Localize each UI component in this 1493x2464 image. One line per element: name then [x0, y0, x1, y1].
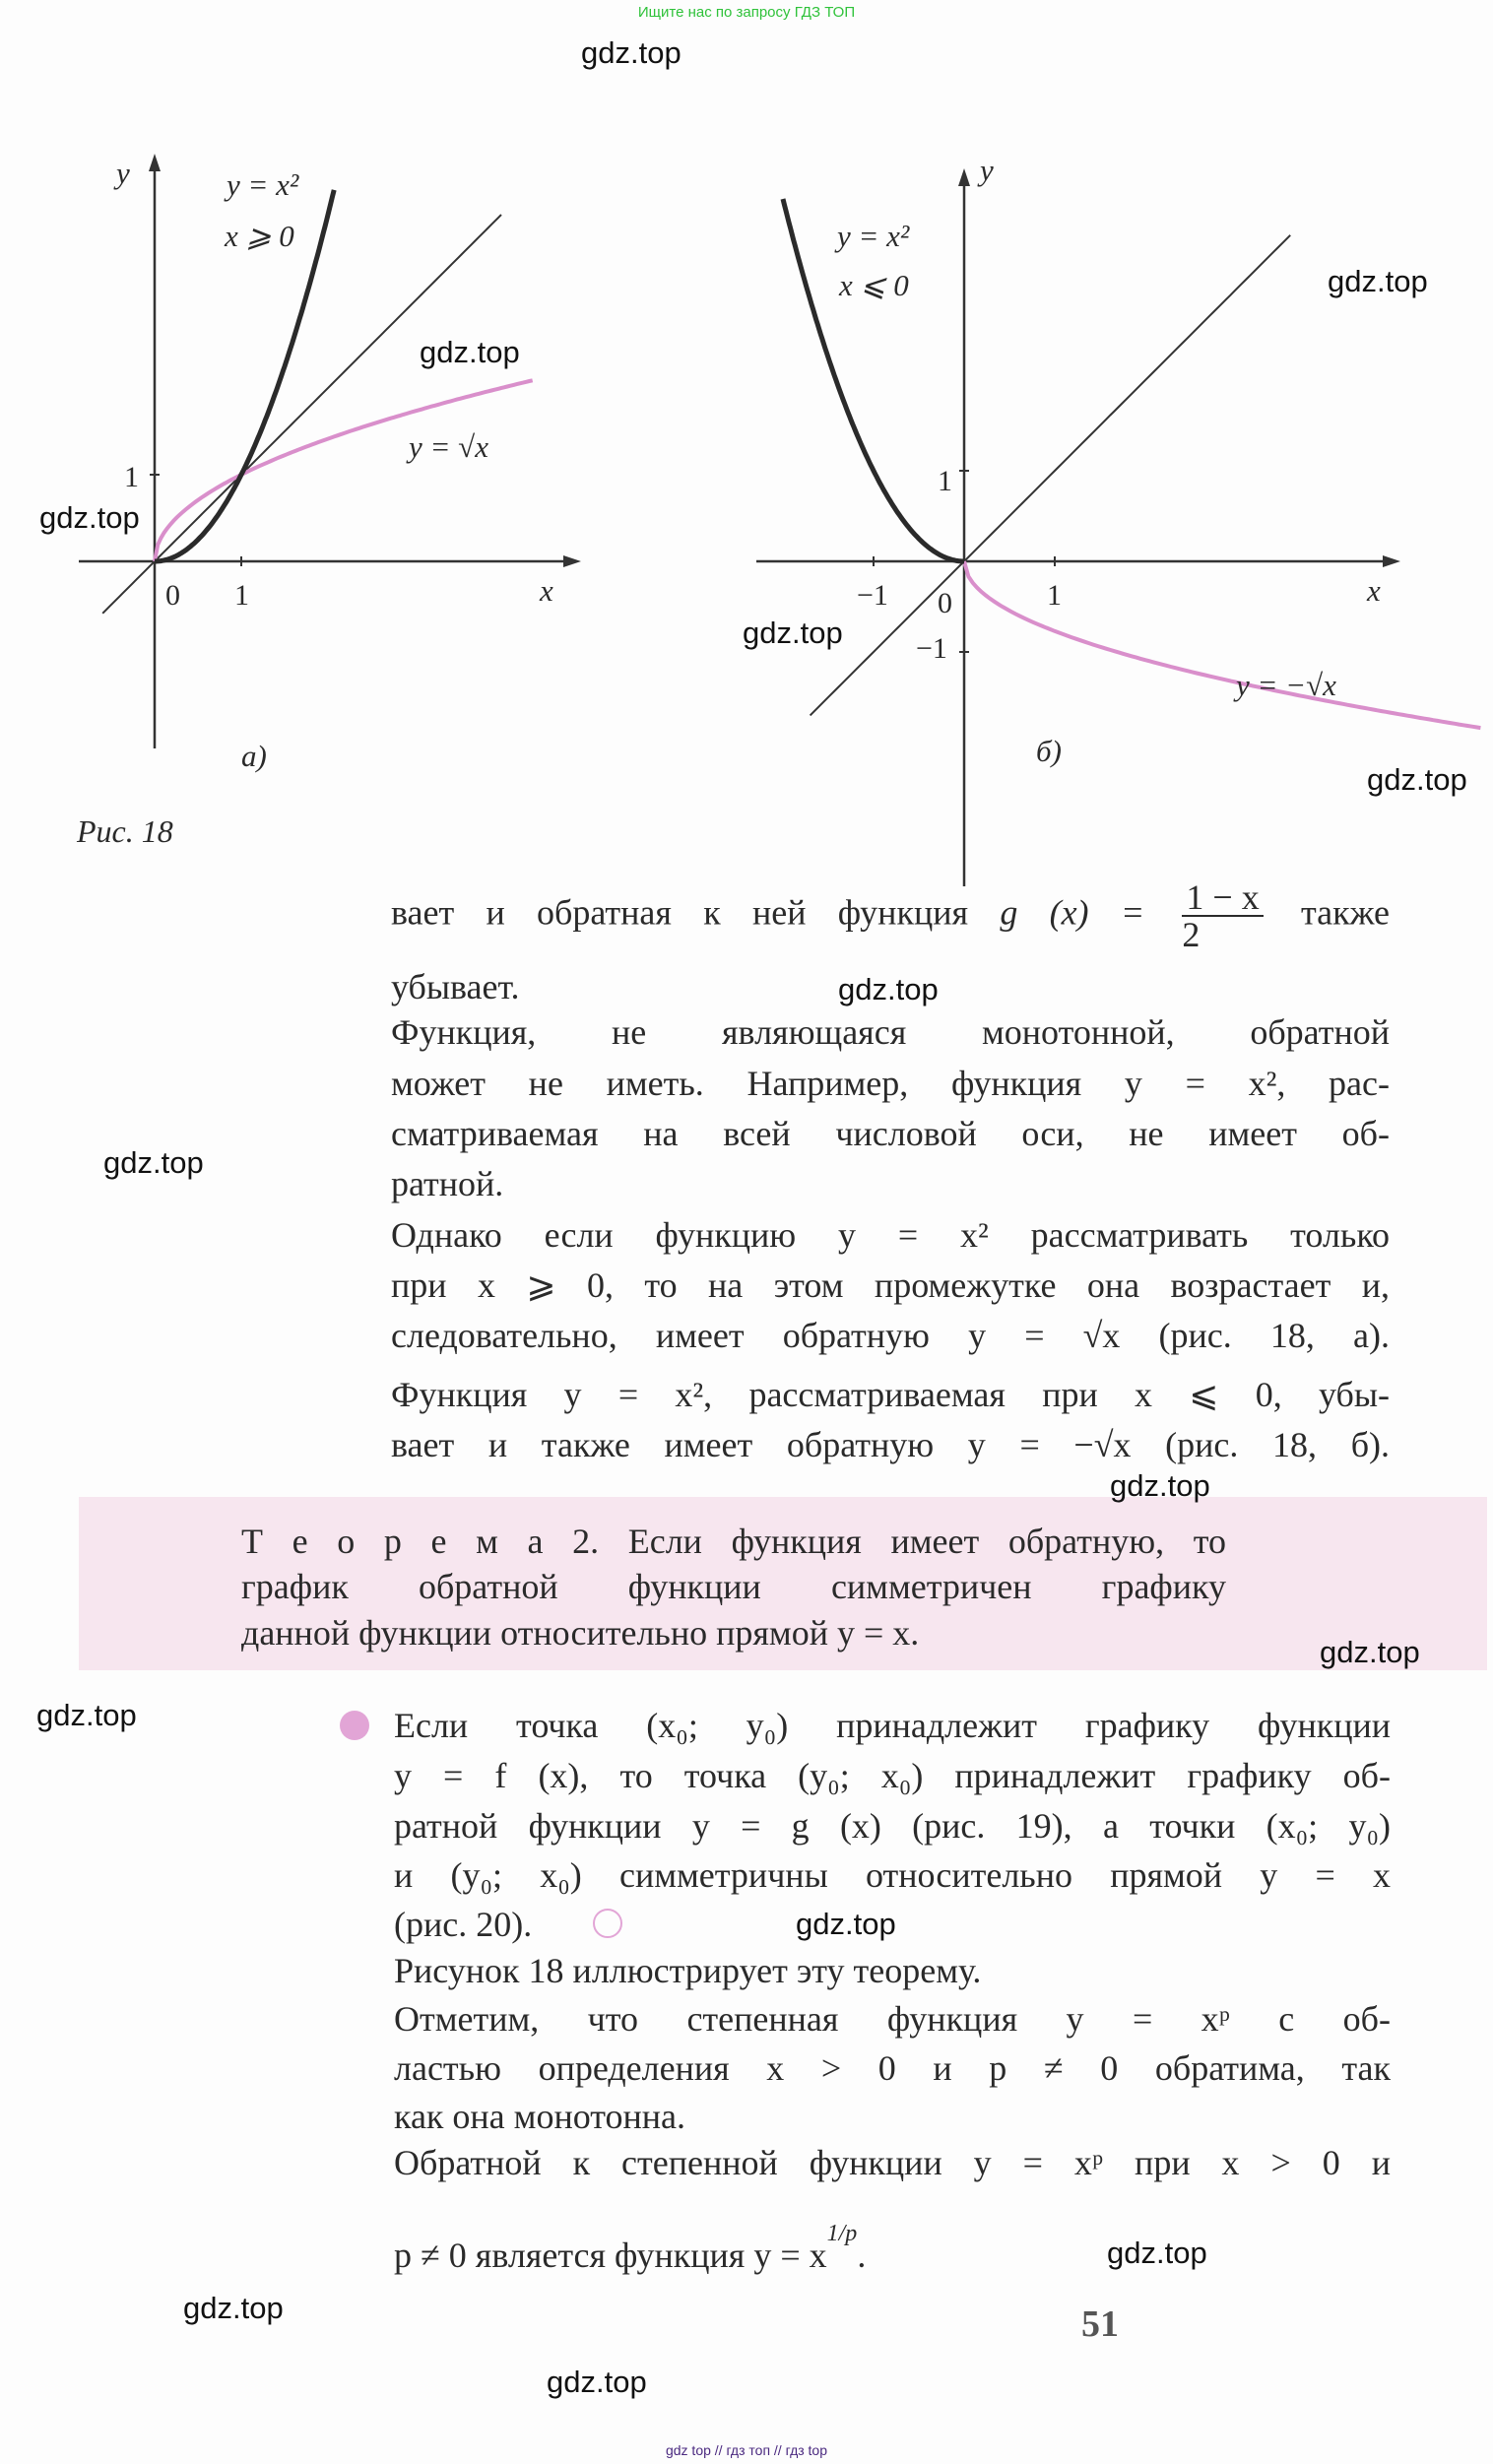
graph-a-y-axis-label: y	[116, 156, 130, 190]
graph-b-domain-label: x ⩽ 0	[839, 268, 909, 302]
note-line: y = f (x), то точка (y₀; x₀) принадлежит графику об-	[394, 1756, 1391, 1795]
text-line: может не иметь. Например, функция y = x², рас-	[391, 1064, 1390, 1103]
graph-b-line-y-equals-x	[811, 235, 1291, 716]
graph-b-sublabel: б)	[1036, 734, 1062, 768]
watermark: gdz.top	[1110, 1468, 1210, 1503]
footer-banner: gdz top // гдз топ // гдз top	[665, 2442, 828, 2458]
text-fragment: p ≠ 0 является функция y = x	[394, 2236, 827, 2275]
text-line	[394, 2221, 1391, 2277]
text-line: следовательно, имеет обратную y = √x (рис. 18, а).	[391, 1316, 1390, 1355]
theorem-line: Т е о р е м а 2. Если функция имеет обратную, то	[241, 1522, 1226, 1561]
text-line: Рисунок 18 иллюстрирует эту теорему.	[394, 1951, 982, 1990]
page-number: 51	[1081, 2303, 1119, 2345]
graph-a-tick-y1: 1	[124, 461, 139, 493]
text-fragment: вает и обратная к ней функция	[391, 892, 969, 933]
text-line: сматриваемая на всей числовой оси, не имеет об-	[391, 1114, 1390, 1153]
graph-a-sublabel: а)	[241, 739, 267, 773]
graph-b-y-arrow-icon	[958, 168, 970, 186]
graph-a-y-arrow-icon	[149, 154, 161, 171]
watermark: gdz.top	[581, 35, 682, 70]
text-line: Функция, не являющаяся монотонной, обратной	[391, 1012, 1390, 1052]
graph-a-origin: 0	[165, 579, 180, 612]
fraction-numerator: 1 − x	[1182, 879, 1263, 917]
text-line: Однако если функцию y = x² рассматривать только	[391, 1215, 1390, 1255]
text-line	[391, 879, 1390, 952]
note-line: и (y₀; x₀) симметричны относительно прямой y = x	[394, 1855, 1391, 1895]
watermark: gdz.top	[838, 972, 939, 1006]
figure-18	[0, 0, 1493, 886]
graph-b-y-axis-label: y	[980, 153, 994, 187]
text-line: вает и также имеет обратную y = −√x (рис. 18, б).	[391, 1425, 1390, 1464]
graph-a-line-y-equals-x	[102, 215, 501, 614]
watermark: gdz.top	[796, 1907, 896, 1941]
graph-b-neg-sqrt-curve	[964, 561, 1480, 728]
watermark: gdz.top	[743, 616, 843, 650]
graph-b-x-axis-label: x	[1367, 573, 1381, 608]
note-end-mark-icon	[593, 1909, 622, 1938]
text-line: ластью определения x > 0 и p ≠ 0 обратима, так	[394, 2048, 1391, 2088]
graph-a-root-label: y = √x	[409, 429, 488, 464]
graph-b-tick-xm1: −1	[857, 579, 888, 612]
text-line: Функция y = x², рассматриваемая при x ⩽ 0, убы-	[391, 1375, 1390, 1414]
graph-a-x-axis-label: x	[540, 573, 553, 608]
note-line: (рис. 20).	[394, 1905, 533, 1944]
text-fragment: также	[1301, 892, 1391, 933]
watermark: gdz.top	[1107, 2236, 1207, 2270]
note-line: ратной функции y = g (x) (рис. 19), а точки (x₀; y₀)	[394, 1806, 1391, 1846]
math-fragment: g (x) =	[1000, 892, 1145, 933]
text-line: при x ⩾ 0, то на этом промежутке она возрастает и,	[391, 1265, 1390, 1305]
watermark: gdz.top	[1320, 1635, 1420, 1669]
watermark: gdz.top	[39, 500, 140, 535]
theorem-line: данной функции относительно прямой y = x.	[241, 1613, 920, 1653]
graph-b-parabola-label: y = x²	[837, 219, 910, 253]
text-line: Обратной к степенной функции y = xᵖ при x > 0 и	[394, 2143, 1391, 2182]
graph-a-parabola-label: y = x²	[227, 167, 299, 202]
watermark: gdz.top	[103, 1145, 204, 1180]
text-line: убывает.	[391, 967, 520, 1006]
watermark: gdz.top	[1328, 264, 1428, 298]
graph-b-root-label: y = −√x	[1236, 668, 1336, 702]
watermark: gdz.top	[420, 335, 520, 369]
watermark: gdz.top	[1367, 762, 1467, 797]
graph-a-x-arrow-icon	[563, 555, 581, 567]
fraction-denominator: 2	[1182, 915, 1201, 954]
graph-a-sqrt-curve	[155, 380, 533, 561]
text-line: как она монотонна.	[394, 2097, 685, 2136]
watermark: gdz.top	[36, 1698, 137, 1732]
fraction	[1182, 879, 1263, 952]
graph-a-tick-x1: 1	[234, 579, 249, 612]
graph-b-tick-y1: 1	[938, 465, 952, 497]
graph-a-domain-label: x ⩾ 0	[225, 219, 294, 253]
header-banner: Ищите нас по запросу ГДЗ ТОП	[637, 4, 856, 21]
graph-b-tick-ym1: −1	[916, 632, 947, 665]
graph-b-origin: 0	[938, 587, 952, 619]
text-line: Отметим, что степенная функция y = xᵖ с об-	[394, 1999, 1391, 2039]
note-line: Если точка (x₀; y₀) принадлежит графику функции	[394, 1706, 1391, 1745]
watermark: gdz.top	[547, 2365, 647, 2399]
graph-b-x-arrow-icon	[1383, 555, 1400, 567]
theorem-line: график обратной функции симметричен графику	[241, 1567, 1226, 1606]
graph-b-tick-x1: 1	[1047, 579, 1062, 612]
note-bullet-icon	[340, 1711, 369, 1740]
watermark: gdz.top	[183, 2291, 284, 2325]
text-line: ратной.	[391, 1164, 504, 1203]
text-fragment: .	[857, 2236, 867, 2275]
figure-caption: Рис. 18	[77, 813, 173, 849]
exponent: 1/p	[826, 2221, 858, 2246]
